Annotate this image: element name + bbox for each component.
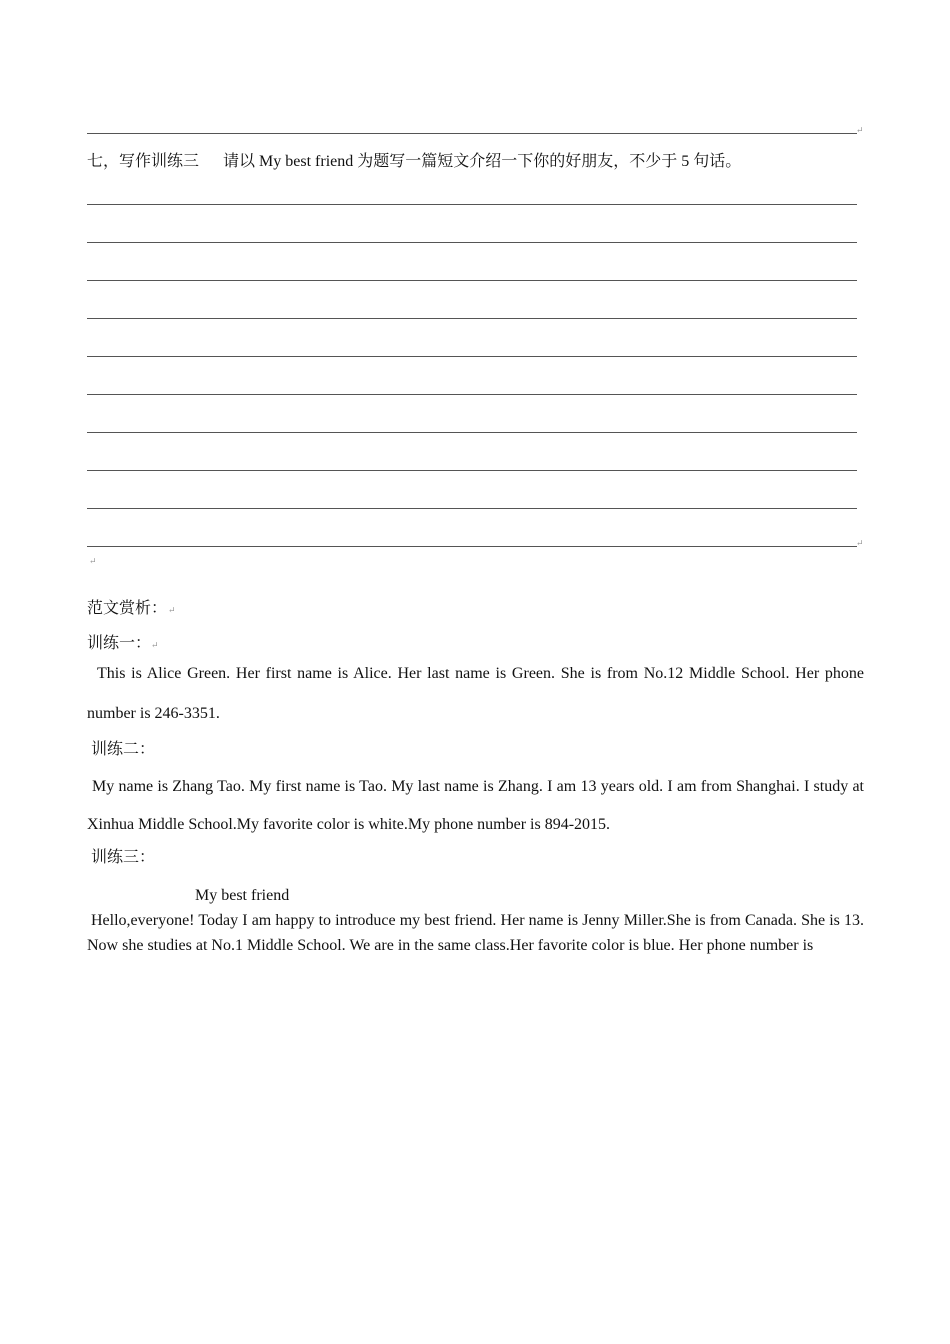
training-1-label: 训练一：	[87, 633, 152, 652]
writing-line	[87, 242, 857, 243]
paragraph-mark: ↵	[89, 556, 97, 566]
training-2-text: My name is Zhang Tao. My first name is Tao. My last name is Zhang. I am 13 years old. I am from Shanghai. I study at Xinhua Middle School.My favorite color is white.My phone number is 894-2015.	[87, 778, 864, 833]
essay-title: My best friend	[195, 887, 290, 904]
task-title: 写作训练三	[119, 151, 200, 170]
paragraph-mark: ↵	[856, 538, 864, 548]
paragraph-mark: ↵	[168, 605, 176, 615]
writing-line	[87, 318, 857, 319]
instruction-pre: 请以	[223, 151, 256, 170]
writing-line	[87, 470, 857, 471]
writing-line	[87, 356, 857, 357]
writing-line	[87, 394, 857, 395]
writing-line	[87, 204, 857, 205]
training-3-label: 训练三：	[91, 847, 156, 866]
writing-line	[87, 508, 857, 509]
training-1-text: This is Alice Green. Her first name is Alice. Her last name is Green. She is from No.12 Middle School. Her phone number is 246-3351.	[87, 665, 864, 722]
answer-line-previous	[87, 133, 857, 134]
training-2-label: 训练二：	[91, 739, 156, 758]
writing-line	[87, 432, 857, 433]
instruction-post: 句话。	[693, 151, 742, 170]
instruction-topic: My best friend	[259, 153, 354, 170]
paragraph-mark: ↵	[856, 125, 864, 135]
task-number: 七，	[87, 151, 120, 170]
instruction-mid: 为题写一篇短文介绍一下你的好朋友，不少于	[357, 151, 678, 170]
training-3-text: Hello,everyone! Today I am happy to introduce my best friend. Her name is Jenny Miller.She is from Canada. She is 13. Now she studies at No.1 Middle School. We are in the same class.Her favorite color is blue. Her phone number is	[87, 912, 864, 954]
writing-line	[87, 546, 857, 547]
writing-line	[87, 280, 857, 281]
task-7-heading	[87, 150, 741, 173]
model-section-heading: 范文赏析：	[87, 598, 168, 617]
instruction-count: 5	[681, 153, 690, 170]
paragraph-mark: ↵	[151, 640, 159, 650]
